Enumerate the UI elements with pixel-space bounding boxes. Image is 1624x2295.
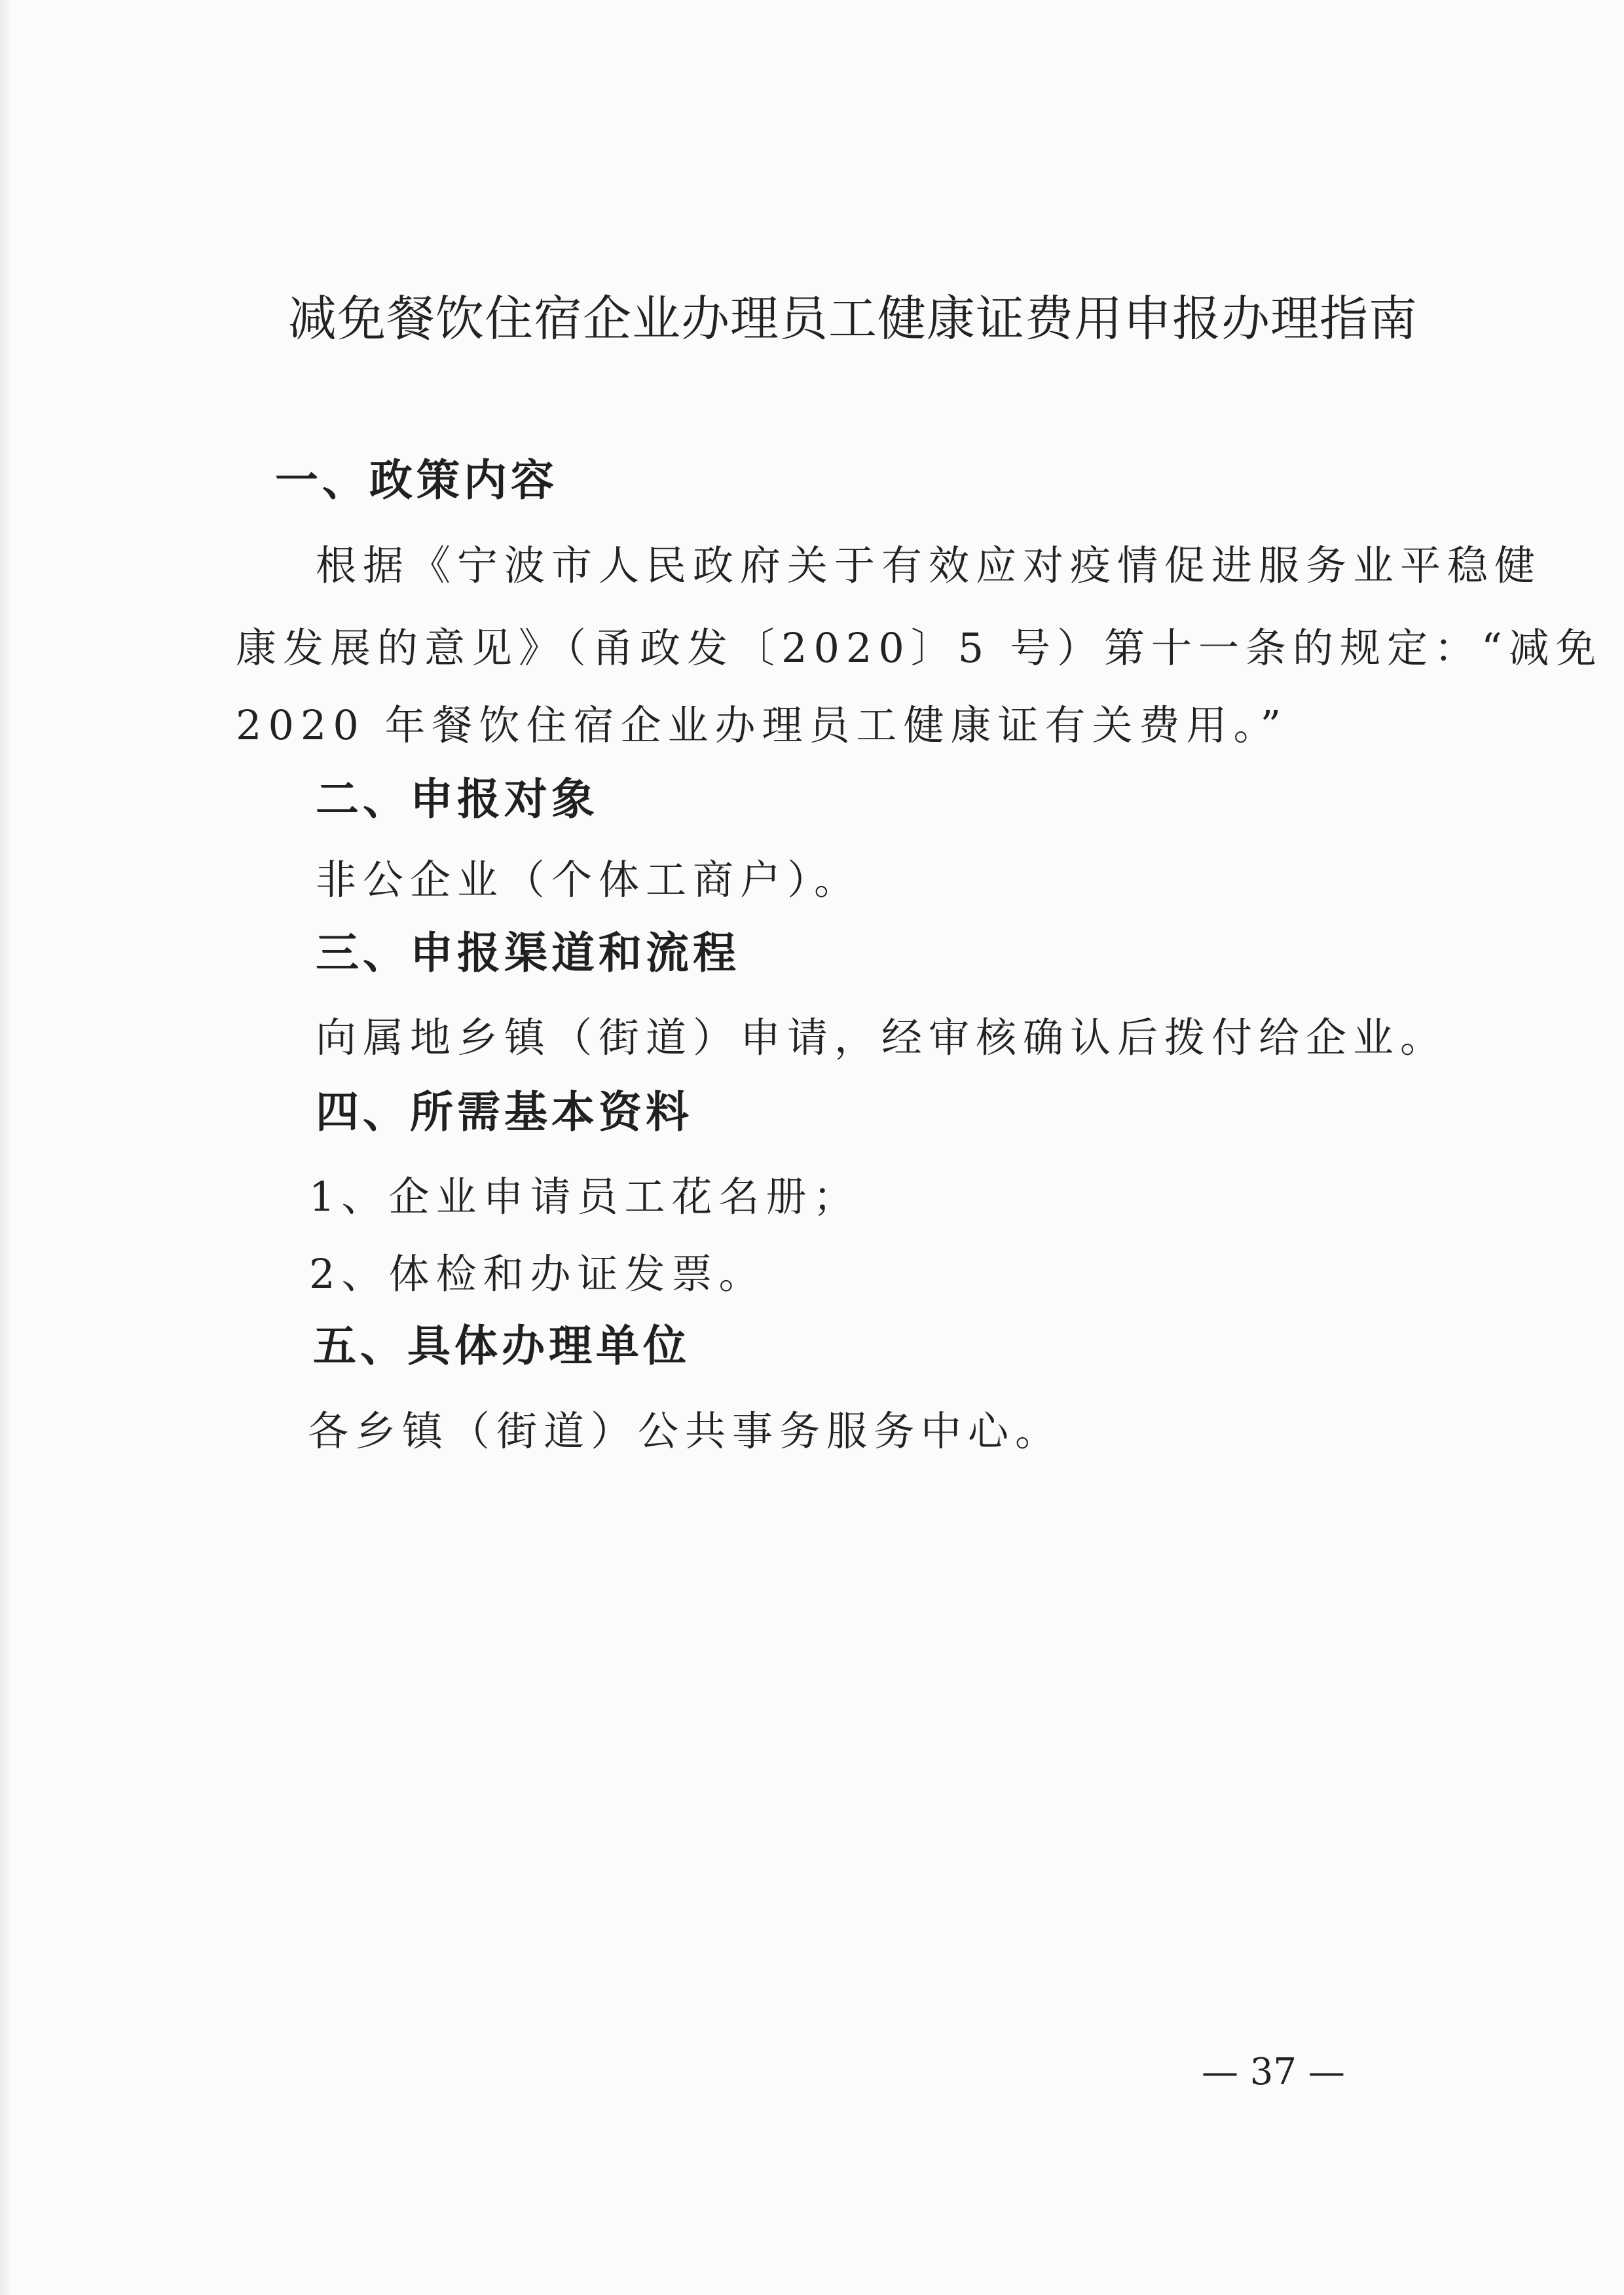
materials-line-2: 2、体检和办证发票。 [309,1250,766,1298]
section-heading-policy: 一、政策内容 [275,454,558,505]
section-heading-target: 二、申报对象 [316,773,599,824]
unit-line-1: 各乡镇（街道）公共事务服务中心。 [308,1407,1063,1455]
page-number: — 37 — [1202,2051,1345,2093]
section-heading-materials: 四、所需基本资料 [316,1086,693,1137]
section-heading-channel: 三、申报渠道和流程 [316,927,740,978]
section-heading-unit: 五、具体办理单位 [313,1320,690,1371]
channel-line-1: 向属地乡镇（街道）申请，经审核确认后拨付给企业。 [316,1014,1448,1061]
document-title: 减免餐饮住宿企业办理员工健康证费用申报办理指南 [288,291,1418,347]
policy-line-2: 康发展的意见》（甬政发〔2020〕5 号）第十一条的规定：“减免 [236,624,1603,672]
materials-line-1: 1、企业申请员工花名册； [309,1173,860,1221]
target-line-1: 非公企业（个体工商户）。 [316,856,862,904]
policy-line-3: 2020 年餐饮住宿企业办理员工健康证有关费用。” [236,701,1288,749]
scan-edge [0,0,12,2295]
policy-line-1: 根据《宁波市人民政府关于有效应对疫情促进服务业平稳健 [316,542,1542,589]
